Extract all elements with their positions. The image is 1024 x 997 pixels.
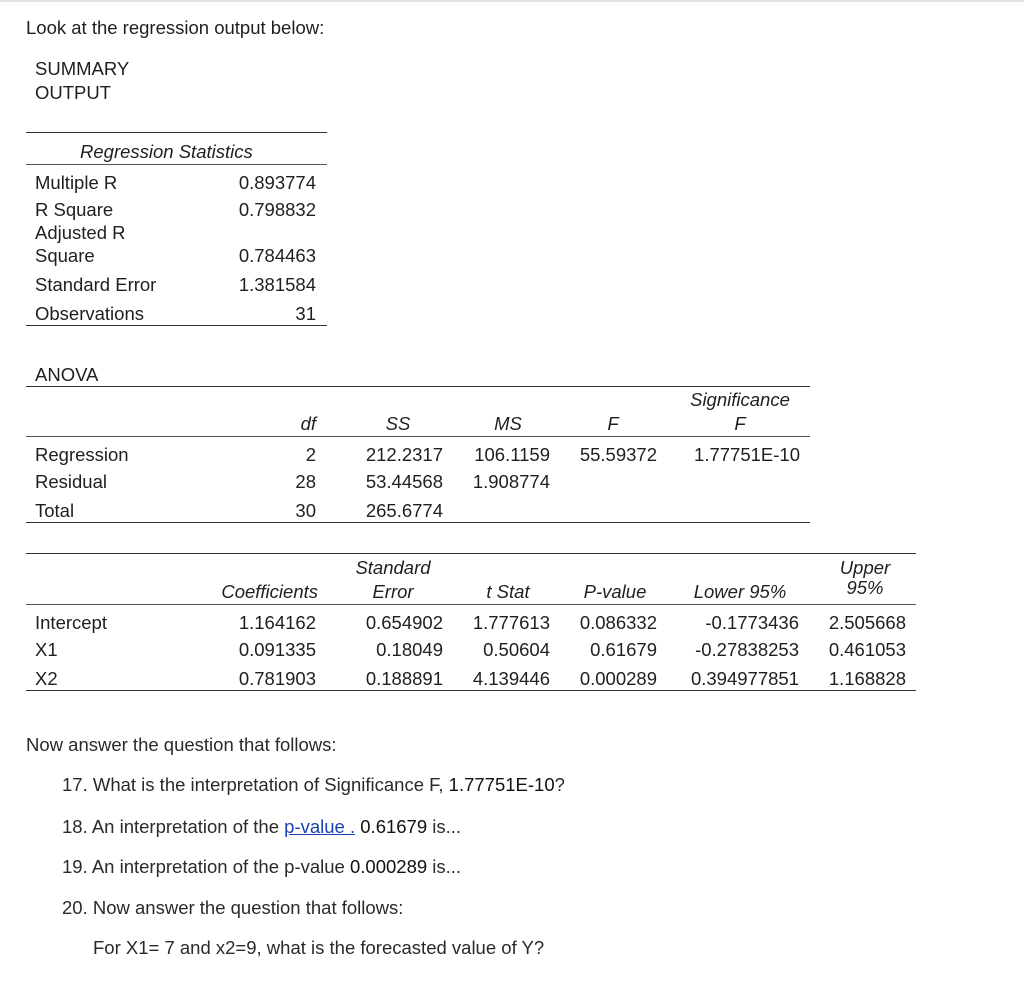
question-19-value: 0.000289 — [349, 856, 428, 877]
coef-header-lower95: Lower 95% — [693, 581, 787, 602]
coef-upper95-x2: 1.168828 — [828, 668, 906, 689]
anova-df-regression: 2 — [305, 444, 316, 465]
regstats-value-adjusted-r: 0.784463 — [238, 245, 316, 266]
coef-header-upper95-line2: 95% — [846, 577, 884, 598]
anova-ss-regression: 212.2317 — [365, 444, 443, 465]
anova-ms-residual: 1.908774 — [472, 471, 550, 492]
question-17 — [62, 774, 565, 796]
anova-top-rule — [26, 386, 810, 387]
question-20: 20. Now answer the question that follows: — [62, 897, 404, 918]
coef-bottom-rule — [26, 690, 916, 691]
question-19 — [62, 856, 461, 878]
coef-label-intercept: Intercept — [35, 612, 107, 633]
anova-label-residual: Residual — [35, 471, 107, 492]
regstats-value-r-square: 0.798832 — [238, 199, 316, 220]
question-17-text: 17. What is the interpretation of Significance F, — [62, 774, 449, 795]
anova-header-ms: MS — [494, 413, 522, 434]
coef-se-x1: 0.18049 — [376, 639, 443, 660]
coef-lower95-x2: 0.394977851 — [690, 668, 799, 689]
anova-significance-regression: 1.77751E-10 — [694, 444, 800, 465]
intro-text: Look at the regression output below: — [26, 17, 325, 38]
regstats-value-standard-error: 1.381584 — [238, 274, 316, 295]
regstats-label-r-square: R Square — [35, 199, 114, 220]
anova-header-significance-line1: Significance — [690, 389, 790, 410]
regstats-label-adjusted-r-line2: Square — [35, 245, 95, 266]
questions-lead: Now answer the question that follows: — [26, 734, 337, 755]
anova-bottom-rule — [26, 522, 810, 523]
regstats-label-adjusted-r-line1: Adjusted R — [35, 222, 126, 243]
anova-df-residual: 28 — [295, 471, 316, 492]
coef-se-intercept: 0.654902 — [365, 612, 443, 633]
regstats-header: Regression Statistics — [80, 141, 253, 162]
anova-label-regression: Regression — [35, 444, 129, 465]
coef-label-x2: X2 — [35, 668, 58, 689]
coef-value-x1: 0.091335 — [238, 639, 316, 660]
anova-header-df: df — [300, 413, 316, 434]
coef-tstat-intercept: 1.777613 — [472, 612, 550, 633]
question-19-text: 19. An interpretation of the p-value — [62, 856, 350, 877]
question-20-followup: For X1= 7 and x2=9, what is the forecasted value of Y? — [93, 937, 545, 958]
anova-header-ss: SS — [385, 413, 411, 434]
question-18-end: is... — [427, 816, 462, 837]
regstats-bottom-rule — [26, 325, 327, 326]
coef-header-tstat: t Stat — [486, 581, 530, 602]
regstats-value-multiple-r: 0.893774 — [238, 172, 316, 193]
coef-se-x2: 0.188891 — [365, 668, 443, 689]
anova-ss-residual: 53.44568 — [365, 471, 443, 492]
coef-tstat-x1: 0.50604 — [483, 639, 550, 660]
coef-header-coefficients: Coefficients — [221, 581, 318, 602]
coef-header-rule — [26, 604, 916, 605]
anova-header-rule — [26, 436, 810, 437]
coef-lower95-intercept: -0.1773436 — [705, 612, 799, 633]
anova-header-f: F — [607, 413, 619, 434]
anova-header-significance-line2: F — [734, 413, 746, 434]
coef-value-intercept: 1.164162 — [238, 612, 316, 633]
anova-ms-regression: 106.1159 — [474, 444, 550, 465]
anova-df-total: 30 — [295, 500, 316, 521]
anova-title: ANOVA — [35, 364, 99, 385]
question-18 — [62, 816, 461, 838]
summary-title-line2: OUTPUT — [35, 82, 112, 103]
anova-label-total: Total — [35, 500, 75, 521]
regstats-label-standard-error: Standard Error — [35, 274, 157, 295]
coef-header-pvalue: P-value — [583, 581, 647, 602]
question-18-text: 18. An interpretation of the — [62, 816, 285, 837]
coef-pvalue-x1: 0.61679 — [590, 639, 657, 660]
coef-upper95-x1: 0.461053 — [828, 639, 906, 660]
question-18-pvalue-link[interactable]: p-value . — [284, 816, 356, 837]
coef-header-se-line1: Standard — [355, 557, 431, 578]
anova-ss-total: 265.6774 — [365, 500, 443, 521]
regstats-header-rule — [26, 164, 327, 165]
coef-header-upper95-line1: Upper — [839, 557, 891, 578]
coef-header-se-line2: Error — [372, 581, 414, 602]
regstats-value-observations: 31 — [295, 303, 316, 324]
regstats-label-multiple-r: Multiple R — [35, 172, 118, 193]
regstats-top-rule — [26, 132, 327, 133]
coef-value-x2: 0.781903 — [238, 668, 316, 689]
coef-label-x1: X1 — [35, 639, 58, 660]
question-18-value: 0.61679 — [355, 816, 428, 837]
question-19-end: is... — [427, 856, 462, 877]
coef-lower95-x1: -0.27838253 — [695, 639, 799, 660]
coef-tstat-x2: 4.139446 — [472, 668, 550, 689]
summary-title-line1: SUMMARY — [35, 58, 130, 79]
coef-upper95-intercept: 2.505668 — [828, 612, 906, 633]
regstats-label-observations: Observations — [35, 303, 144, 324]
anova-f-regression: 55.59372 — [579, 444, 657, 465]
top-border — [0, 0, 1024, 2]
coef-pvalue-x2: 0.000289 — [579, 668, 657, 689]
coef-pvalue-intercept: 0.086332 — [579, 612, 657, 633]
question-17-value: 1.77751E-10 — [448, 774, 555, 795]
question-17-end: ? — [554, 774, 565, 795]
coef-top-rule — [26, 553, 916, 554]
